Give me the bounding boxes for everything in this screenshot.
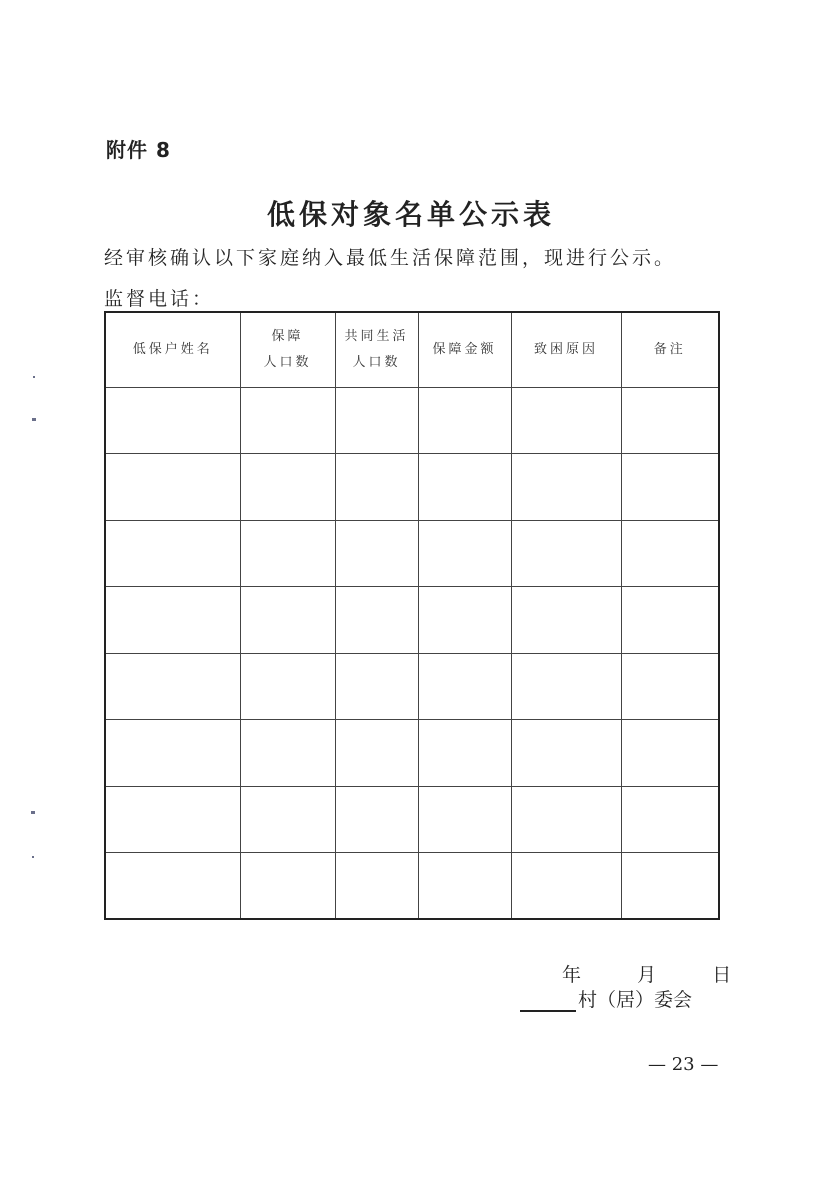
table-cell[interactable] (335, 786, 418, 853)
table-cell[interactable] (335, 587, 418, 654)
table-cell[interactable] (418, 786, 511, 853)
committee-signature-line (520, 985, 692, 1012)
header-cell-hardship-cause: 致困原因 (511, 312, 621, 387)
table-cell[interactable] (240, 720, 335, 787)
committee-label: 村（居）委会 (578, 989, 693, 1011)
table-cell[interactable] (621, 520, 719, 587)
table-cell[interactable] (418, 853, 511, 920)
year-label: 年 (562, 964, 582, 986)
table-cell[interactable] (511, 454, 621, 521)
table-cell[interactable] (621, 720, 719, 787)
page-number: — 23 — (648, 1054, 719, 1075)
day-label: 日 (712, 964, 732, 986)
table-cell[interactable] (335, 387, 418, 454)
table-row (105, 853, 719, 920)
table-cell[interactable] (418, 520, 511, 587)
table-cell[interactable] (240, 587, 335, 654)
header-cell-household-persons: 共同生活 人口数 (335, 312, 418, 387)
village-name-blank (520, 992, 576, 1012)
table-cell[interactable] (105, 653, 240, 720)
table-cell[interactable] (240, 520, 335, 587)
table-cell[interactable] (240, 387, 335, 454)
table-cell[interactable] (621, 587, 719, 654)
scan-speck (32, 418, 36, 421)
table-cell[interactable] (105, 387, 240, 454)
table-cell[interactable] (621, 786, 719, 853)
table-cell[interactable] (511, 786, 621, 853)
table-cell[interactable] (105, 587, 240, 654)
roster-table (104, 311, 720, 920)
table-cell[interactable] (105, 720, 240, 787)
header-row (105, 312, 719, 387)
table-cell[interactable] (240, 786, 335, 853)
table-cell[interactable] (335, 853, 418, 920)
table-row (105, 454, 719, 521)
document-title: 低保对象名单公示表 (266, 198, 555, 231)
table-cell[interactable] (335, 720, 418, 787)
table-cell[interactable] (418, 653, 511, 720)
table-cell[interactable] (240, 653, 335, 720)
table-cell[interactable] (511, 720, 621, 787)
table-cell[interactable] (418, 454, 511, 521)
table-cell[interactable] (240, 454, 335, 521)
table-cell[interactable] (418, 387, 511, 454)
header-cell-amount: 保障金额 (418, 312, 511, 387)
table-cell[interactable] (621, 454, 719, 521)
scan-speck (31, 811, 35, 814)
table-row (105, 786, 719, 853)
scan-speck (33, 376, 35, 378)
roster-table-header (105, 312, 719, 387)
table-cell[interactable] (105, 454, 240, 521)
table-cell[interactable] (240, 853, 335, 920)
table-cell[interactable] (511, 653, 621, 720)
table-cell[interactable] (418, 587, 511, 654)
table-row (105, 520, 719, 587)
table-cell[interactable] (621, 653, 719, 720)
table-cell[interactable] (105, 786, 240, 853)
supervision-phone-label: 监督电话： (104, 288, 215, 310)
table-cell[interactable] (335, 653, 418, 720)
table-cell[interactable] (511, 853, 621, 920)
scan-speck (32, 856, 34, 858)
table-row (105, 587, 719, 654)
table-row (105, 653, 719, 720)
table-cell[interactable] (511, 587, 621, 654)
table-cell[interactable] (511, 520, 621, 587)
table-cell[interactable] (335, 520, 418, 587)
table-cell[interactable] (511, 387, 621, 454)
header-cell-remarks: 备注 (621, 312, 719, 387)
table-cell[interactable] (105, 520, 240, 587)
roster-table-body (105, 387, 719, 919)
month-label: 月 (637, 964, 657, 986)
table-row (105, 720, 719, 787)
intro-text: 经审核确认以下家庭纳入最低生活保障范围，现进行公示。 (104, 247, 677, 269)
table-row (105, 387, 719, 454)
table-cell[interactable] (621, 853, 719, 920)
attachment-label: 附件 8 (106, 138, 171, 162)
table-cell[interactable] (621, 387, 719, 454)
table-cell[interactable] (418, 720, 511, 787)
header-cell-name: 低保户姓名 (105, 312, 240, 387)
date-line (562, 960, 731, 987)
table-cell[interactable] (335, 454, 418, 521)
table-cell[interactable] (105, 853, 240, 920)
header-cell-covered-persons: 保障 人口数 (240, 312, 335, 387)
